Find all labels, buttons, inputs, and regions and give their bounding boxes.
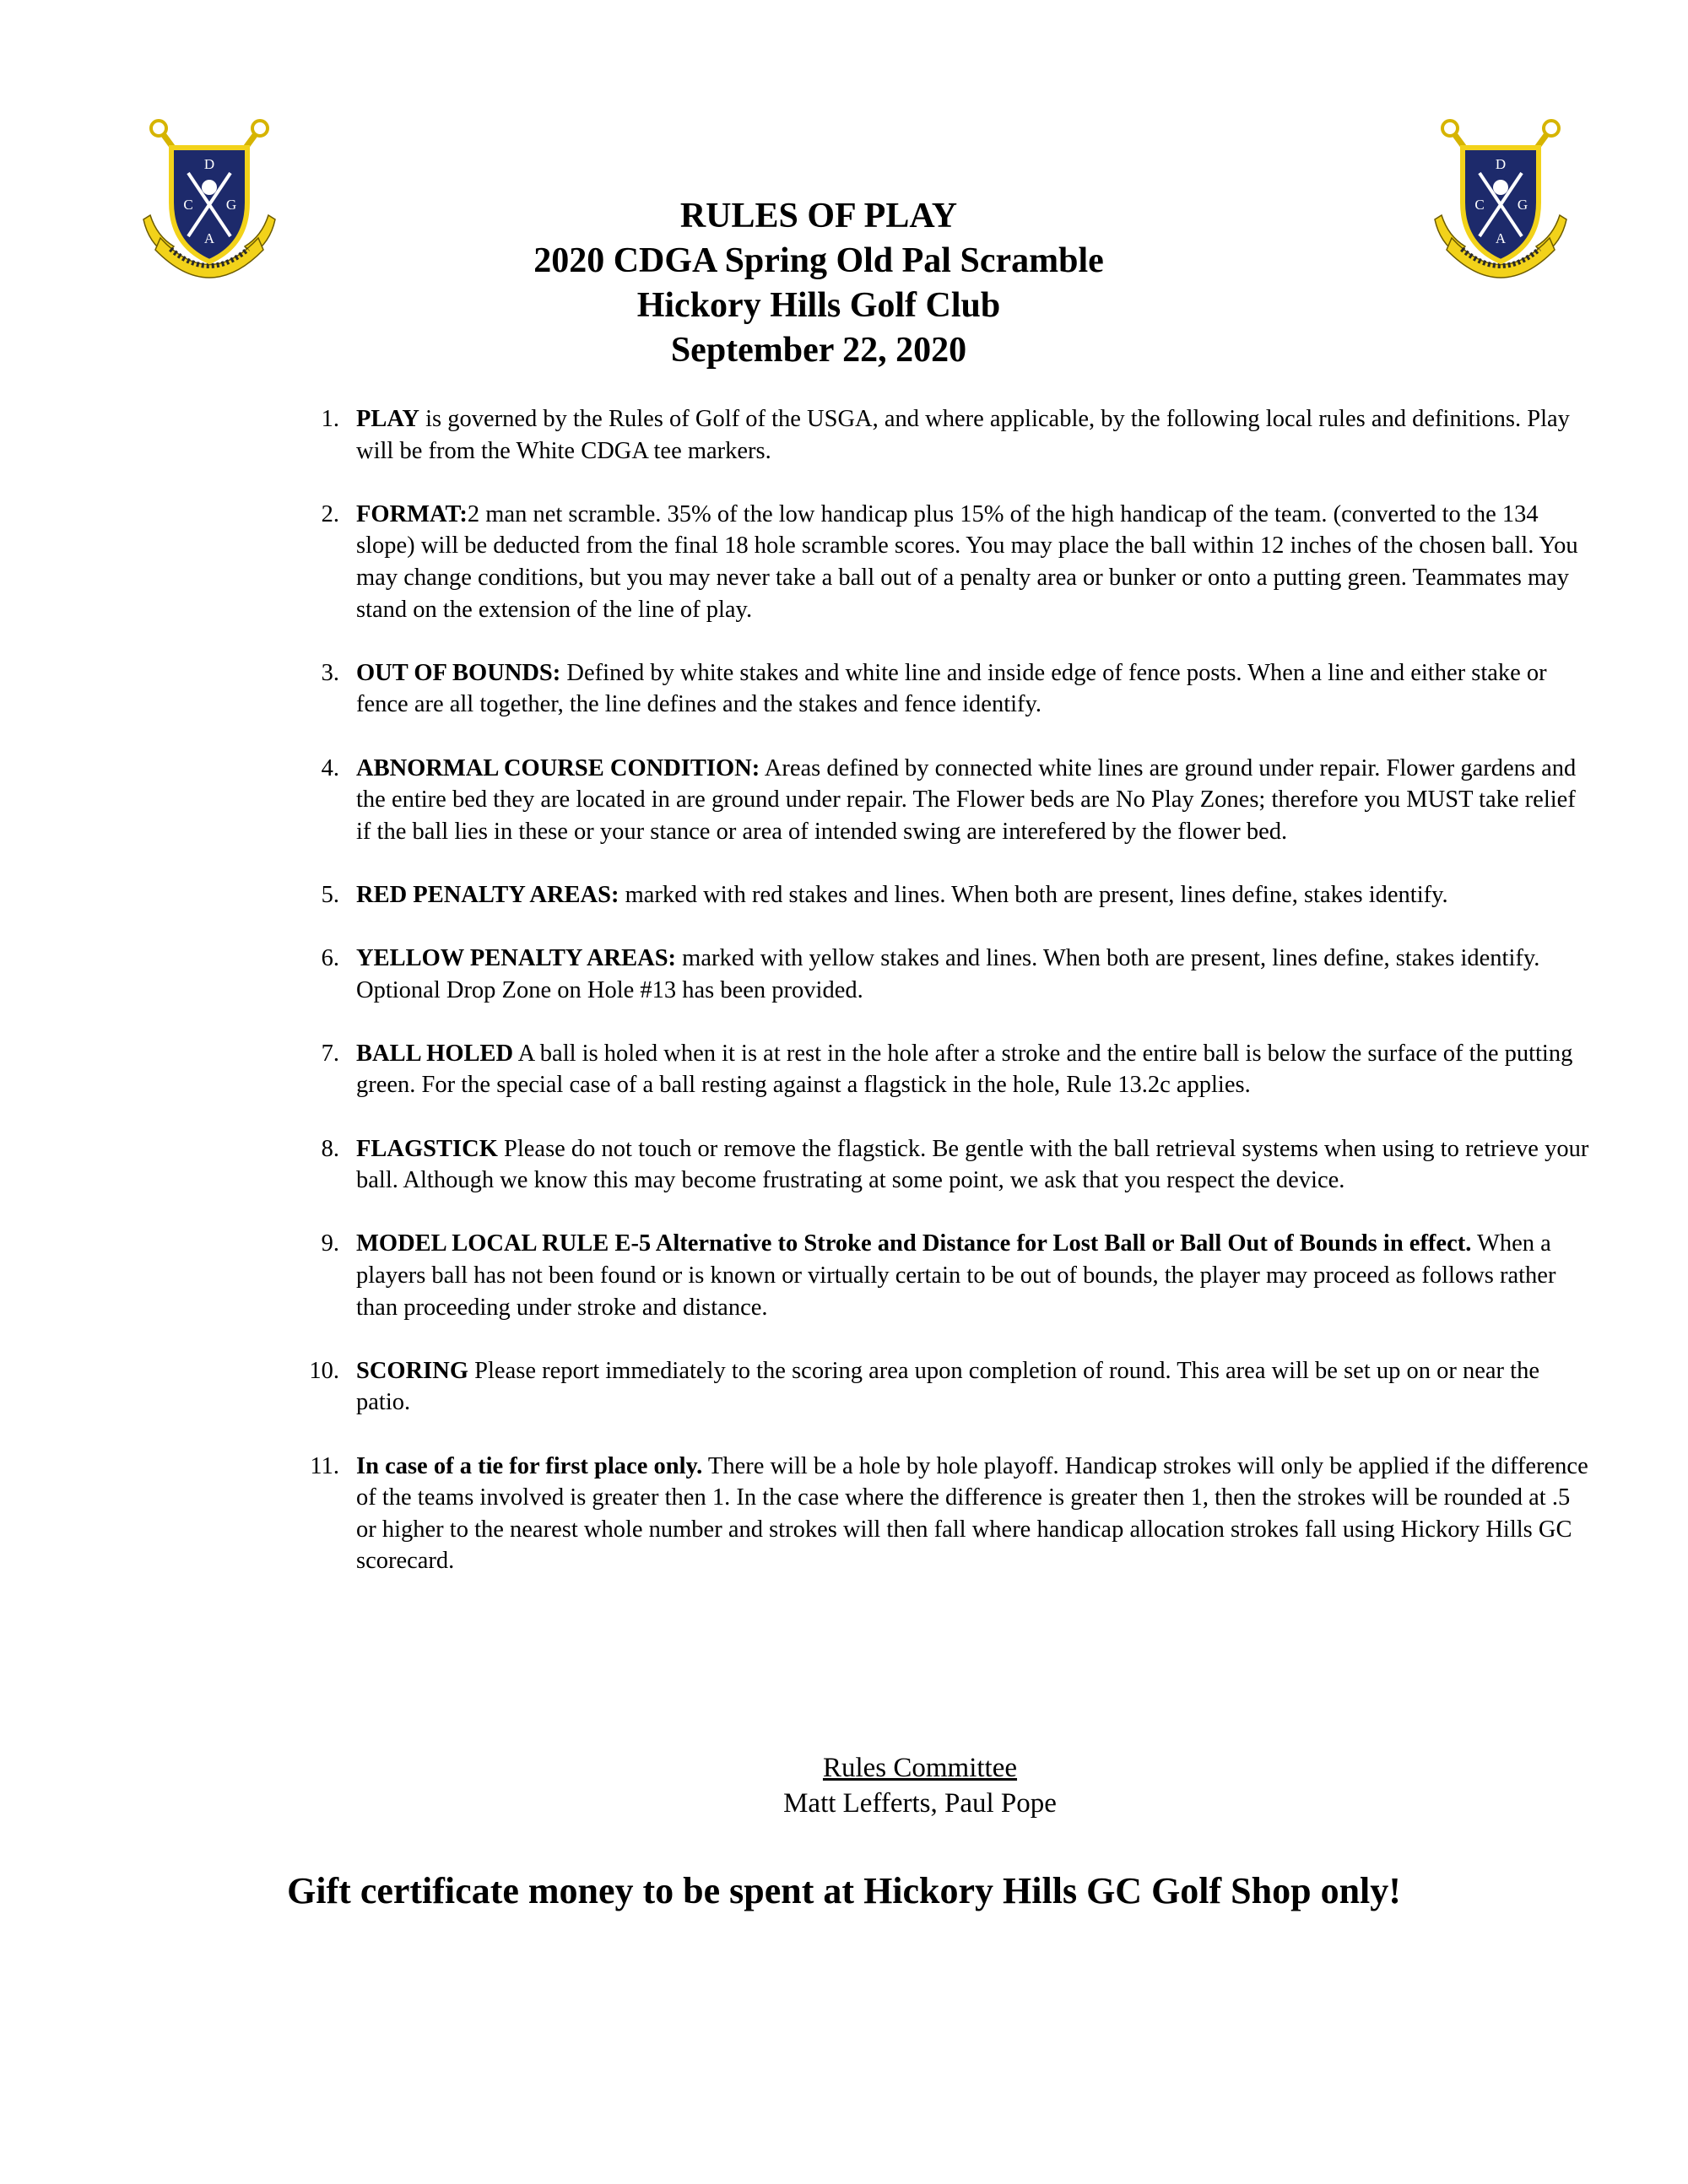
rule-text: Please do not touch or remove the flagstick. Be gentle with the ball retrieval systems when using to retrieve your ball. Although we know this may become frustrating at some point, we ask that you respect the device. (356, 1135, 1589, 1194)
logo-letter-a: A (203, 230, 215, 246)
rule-text: Areas defined by connected white lines are ground under repair. Flower gardens and the entire bed they are located in are ground under repair. The Flower beds are No Play Zones; therefore you MUST take relief if the ball lies in these or your stance or area of intended swing are interefered by the flower bed. (356, 754, 1577, 845)
committee-members: Matt Lefferts, Paul Pope (783, 1788, 1057, 1819)
rules-list (304, 403, 1593, 1609)
title-line-date: September 22, 2020 (670, 331, 967, 370)
rule-item (304, 1451, 1593, 1577)
rule-item (304, 657, 1593, 721)
rule-item (304, 753, 1593, 848)
document-title (0, 194, 1637, 373)
rule-number: 4. (321, 754, 339, 781)
title-line-event: 2020 CDGA Spring Old Pal Scramble (533, 241, 1104, 280)
rule-heading: RED PENALTY AREAS: (356, 881, 619, 908)
rule-number: 1. (321, 406, 339, 432)
rule-item (304, 879, 1593, 911)
logo-letter-g: G (225, 197, 237, 213)
rule-heading: In case of a tie for first place only. (356, 1452, 703, 1479)
rule-heading: FLAGSTICK (356, 1135, 498, 1162)
committee-heading: Rules Committee (822, 1753, 1018, 1783)
rule-item (304, 1355, 1593, 1419)
rule-text: marked with yellow stakes and lines. When both are present, lines define, stakes identify. Optional Drop Zone on Hole #13 has been provided. (356, 945, 1540, 1003)
rule-item (304, 1133, 1593, 1197)
gift-certificate-note: Gift certificate money to be spent at Hickory Hills GC Golf Shop only! (287, 1870, 1401, 1911)
rule-heading: PLAY (356, 406, 419, 432)
rule-number: 7. (321, 1040, 339, 1067)
rule-text: There will be a hole by hole playoff. Handicap strokes will only be applied if the difference of the teams involved is greater then 1. In the case where the difference is greater then 1, then the strokes will be rounded at .5 or higher to the nearest whole number and strokes will then fall where handicap allocation strokes fall using Hickory Hills GC scorecard. (356, 1452, 1588, 1575)
rule-heading: SCORING (356, 1357, 469, 1384)
rule-number: 10. (309, 1357, 339, 1384)
rule-item (304, 499, 1593, 625)
rule-text: marked with red stakes and lines. When both are present, lines define, stakes identify. (619, 881, 1448, 908)
rule-item (304, 1228, 1593, 1323)
logo-letter-c: C (183, 197, 193, 213)
rule-item (304, 943, 1593, 1006)
logo-letter-c: C (1474, 197, 1485, 213)
title-line-rules-of-play: RULES OF PLAY (679, 197, 958, 235)
title-line-venue: Hickory Hills Golf Club (636, 286, 1001, 325)
rule-heading: YELLOW PENALTY AREAS: (356, 945, 677, 972)
rule-text: is governed by the Rules of Golf of the USGA, and where applicable, by the following local rules and definitions. Play will be from the White CDGA tee markers. (356, 406, 1570, 464)
rule-heading: BALL HOLED (356, 1040, 514, 1067)
rule-item (304, 1038, 1593, 1101)
rule-heading: FORMAT: (356, 500, 468, 527)
rule-number: 3. (321, 659, 339, 686)
rule-number: 11. (310, 1452, 339, 1479)
rule-number: 2. (321, 500, 339, 527)
rule-text: Please report immediately to the scoring area upon completion of round. This area will be set up on or near the patio. (356, 1357, 1539, 1416)
rule-number: 9. (321, 1230, 339, 1257)
logo-letter-a: A (1495, 230, 1507, 246)
rule-number: 5. (321, 881, 339, 908)
rule-heading: MODEL LOCAL RULE E-5 Alternative to Stroke and Distance for Lost Ball or Ball Out of Bounds in effect. (356, 1230, 1472, 1257)
rule-heading: OUT OF BOUNDS: (356, 659, 561, 686)
rules-committee (0, 1750, 1688, 1821)
rule-text: A ball is holed when it is at rest in the hole after a stroke and the entire ball is below the surface of the putting green. For the special case of a ball resting against a flagstick in the hole, Rule 13.2c applies. (356, 1040, 1573, 1099)
rule-text: 2 man net scramble. 35% of the low handicap plus 15% of the high handicap of the team. (converted to the 134 slope) will be deducted from the final 18 hole scramble scores. You may place the ball within 12 inches of the chosen ball. You may change conditions, but you may never take a ball out of a penalty area or bunker or onto a putting green. Teammates may stand on the extension of the line of play. (356, 500, 1578, 623)
rule-heading: ABNORMAL COURSE CONDITION: (356, 754, 760, 781)
logo-letter-d: D (1495, 156, 1507, 172)
rule-text: Defined by white stakes and white line and inside edge of fence posts. When a line and either stake or fence are all together, the line defines and the stakes and fence identify. (356, 659, 1547, 718)
rule-item (304, 403, 1593, 467)
rule-text: When a players ball has not been found or is known or virtually certain to be out of bounds, the player may proceed as follows rather than proceeding under stroke and distance. (356, 1230, 1556, 1321)
logo-letter-d: D (203, 156, 215, 172)
rule-number: 6. (321, 945, 339, 972)
logo-letter-g: G (1517, 197, 1528, 213)
rule-number: 8. (321, 1135, 339, 1162)
